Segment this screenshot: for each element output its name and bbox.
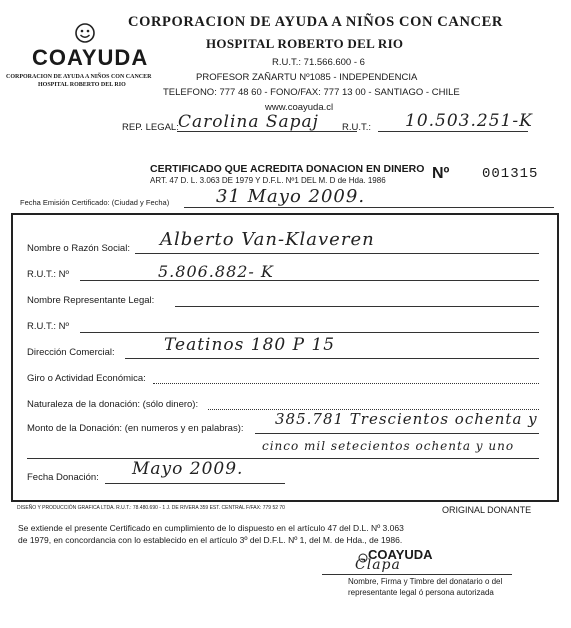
certificate-title: CERTIFICADO QUE ACREDITA DONACION EN DINERO [150,163,425,175]
signature-line [322,574,512,575]
rep-rut-label: R.U.T.: [342,122,372,133]
hospital-title: HOSPITAL ROBERTO DEL RIO [206,36,404,51]
representante-label: Nombre Representante Legal: [27,295,155,306]
smiley-logo-icon [74,22,96,44]
rut-label: R.U.T.: Nº [27,269,69,280]
certificate-number: 001315 [482,166,539,182]
monto-line-2 [27,458,539,459]
fecha-emision-line [184,207,554,208]
logo-name: COAYUDA [32,45,149,70]
giro-line [153,383,539,384]
legal-text-1: Se extiende el presente Certificado en cumplimiento de lo dispuesto en el artículo 47 del D.L. Nº 3.063 [18,523,404,533]
header-phone: TELEFONO: 777 48 60 - FONO/FAX: 777 13 00 - SANTIAGO - CHILE [163,87,460,98]
monto-label: Monto de la Donación: (en numeros y en palabras): [27,423,244,434]
monto-value-line2: cinco mil setecientos ochenta y uno [262,439,515,453]
direccion-value: Teatinos 180 P 15 [164,335,336,355]
certificate-no-label: Nº [432,165,450,182]
logo-subtitle-2: HOSPITAL ROBERTO DEL RIO [38,82,126,88]
nombre-label: Nombre o Razón Social: [27,243,130,254]
giro-label: Giro o Actividad Económica: [27,373,146,384]
fecha-donacion-line [105,483,285,484]
certificate-law: ART. 47 D. L. 3.063 DE 1979 Y D.F.L. Nº1 DEL M. D de Hda. 1986 [150,176,386,185]
direccion-label: Dirección Comercial: [27,347,115,358]
rep-rut-line [378,131,528,132]
nombre-value: Alberto Van-Klaveren [160,229,375,250]
signature-caption-2: representante legal ó persona autorizada [348,588,494,597]
monto-line-1 [255,433,539,434]
rut-value: 5.806.882- K [158,262,274,281]
rep-legal-signature: Carolina Sapaj [178,112,319,132]
header-web: www.coayuda.cl [265,102,334,113]
nombre-line [135,253,539,254]
donatario-signature: Clapa [355,557,401,573]
rut2-line [80,332,539,333]
rep-legal-line [177,131,357,132]
header-rut: R.U.T.: 71.566.600 - 6 [272,57,365,68]
header-address: PROFESOR ZAÑARTU Nº1085 - INDEPENDENCIA [196,72,418,83]
printer-credit: DISEÑO Y PRODUCCIÓN GRAFICA LTDA. R.U.T.: 78.480.690 - 1 J. DE RIVERA 359 EST. CENTRAL F/FAX: 779 52 70 [17,505,285,511]
original-donante: ORIGINAL DONANTE [442,505,532,515]
monto-value-line1: 385.781 Trescientos ochenta y [275,410,538,428]
fecha-donacion-label: Fecha Donación: [27,472,99,483]
rep-rut-value: 10.503.251-K [405,111,533,131]
stamp-text: COAYUDA [368,547,433,562]
rep-legal-label: REP. LEGAL: [122,122,179,133]
organization-title: CORPORACION DE AYUDA A NIÑOS CON CANCER [128,14,503,30]
fecha-emision-value: 31 Mayo 2009. [216,186,366,207]
rut2-label: R.U.T.: Nº [27,321,69,332]
naturaleza-label: Naturaleza de la donación: (sólo dinero): [27,399,199,410]
fecha-donacion-value: Mayo 2009. [132,459,244,479]
representante-line [175,306,539,307]
fecha-emision-label: Fecha Emisión Certificado: (Ciudad y Fecha) [20,198,170,207]
logo-subtitle-1: CORPORACION DE AYUDA A NIÑOS CON CANCER [6,74,152,80]
signature-caption-1: Nombre, Firma y Timbre del donatario o del [348,577,503,586]
rut-line [80,280,539,281]
direccion-line [125,358,539,359]
legal-text-2: de 1979, en concordancia con lo establecido en el artículo 3º del D.F.L. Nº 1, del M. de Hda., de 1986. [18,535,403,545]
